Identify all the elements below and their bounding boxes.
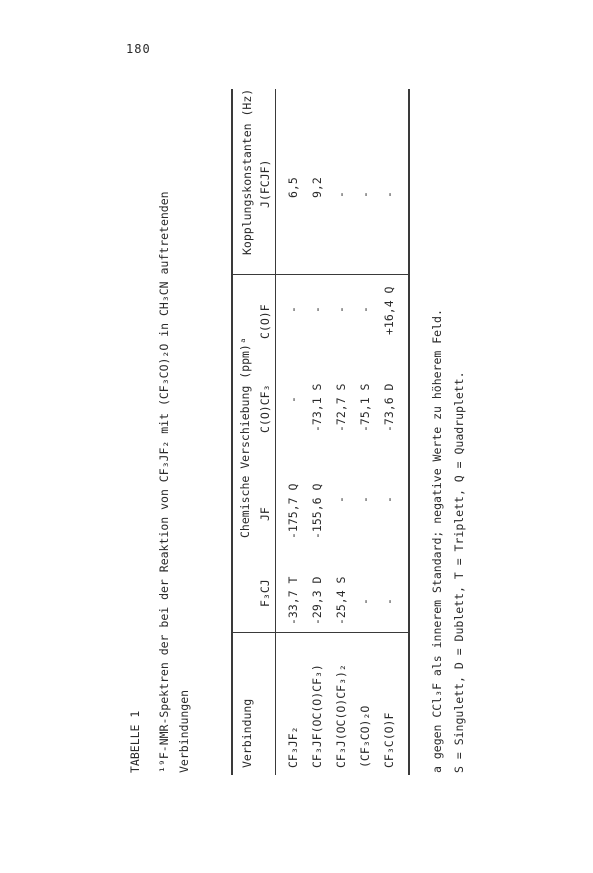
- footnote-legend: S = Singulett, D = Dublett, T = Triplett, Q = Quadruplett.: [452, 371, 466, 773]
- row1-jf: -175,7 Q: [286, 483, 300, 539]
- header-coupling-sub: J(FCJF): [258, 159, 272, 208]
- row2-c-o-cf3: -73,1 S: [310, 383, 324, 432]
- row2-coupling: 9,2: [310, 177, 324, 198]
- row2-compound: CF₃JF(OC(O)CF₃): [310, 664, 324, 768]
- row5-c-o-f: +16,4 Q: [382, 286, 396, 335]
- header-coupling: Kopplungskonstanten (Hz): [240, 88, 254, 255]
- page-number: 180: [126, 42, 151, 56]
- row2-c-o-f: -: [310, 306, 324, 313]
- row1-c-o-cf3: -: [286, 396, 300, 403]
- table-label: TABELLE 1: [128, 710, 142, 773]
- row5-f3cj: -: [382, 598, 396, 605]
- row3-c-o-f: -: [334, 306, 348, 313]
- table-caption-line2: Verbindungen: [177, 689, 191, 773]
- table-caption-line1: ¹⁹F-NMR-Spektren der bei der Reaktion von CF₃JF₂ mit (CF₃CO)₂O in CH₃CN auftretenden: [157, 191, 171, 773]
- row4-compound: (CF₃CO)₂O: [358, 705, 372, 768]
- row3-jf: -: [334, 496, 348, 503]
- table-divider-right: [231, 274, 408, 275]
- row4-f3cj: -: [358, 598, 372, 605]
- row1-coupling: 6,5: [286, 177, 300, 198]
- row4-c-o-cf3: -75,1 S: [358, 383, 372, 432]
- row4-c-o-f: -: [358, 306, 372, 313]
- table-divider-left: [231, 632, 408, 633]
- header-compound: Verbindung: [240, 698, 254, 768]
- header-c-o-cf3: C(O)CF₃: [258, 384, 272, 433]
- row3-coupling: -: [334, 191, 348, 198]
- table-rule-header: [275, 89, 276, 775]
- row5-coupling: -: [382, 191, 396, 198]
- table-rule-bottom: [408, 89, 410, 775]
- row3-f3cj: -25,4 S: [334, 576, 348, 625]
- table-rule-top: [231, 89, 233, 775]
- header-f3cj: F₃CJ: [258, 579, 272, 607]
- row2-f3cj: -29,3 D: [310, 576, 324, 625]
- row3-compound: CF₃J(OC(O)CF₃)₂: [334, 664, 348, 768]
- row5-compound: CF₃C(O)F: [382, 712, 396, 768]
- row5-jf: -: [382, 496, 396, 503]
- row3-c-o-cf3: -72,7 S: [334, 383, 348, 432]
- row4-coupling: -: [358, 191, 372, 198]
- row1-c-o-f: -: [286, 306, 300, 313]
- row4-jf: -: [358, 496, 372, 503]
- footnote-a: a gegen CCl₃F als innerem Standard; negative Werte zu höherem Feld.: [430, 309, 444, 773]
- header-shift-group: Chemische Verschiebung (ppm)ᵃ: [238, 337, 252, 538]
- header-c-o-f: C(O)F: [258, 304, 272, 339]
- row1-f3cj: -33,7 T: [286, 576, 300, 625]
- row5-c-o-cf3: -73,6 D: [382, 383, 396, 432]
- header-jf: JF: [258, 507, 272, 521]
- row2-jf: -155,6 Q: [310, 483, 324, 539]
- row1-compound: CF₃JF₂: [286, 726, 300, 768]
